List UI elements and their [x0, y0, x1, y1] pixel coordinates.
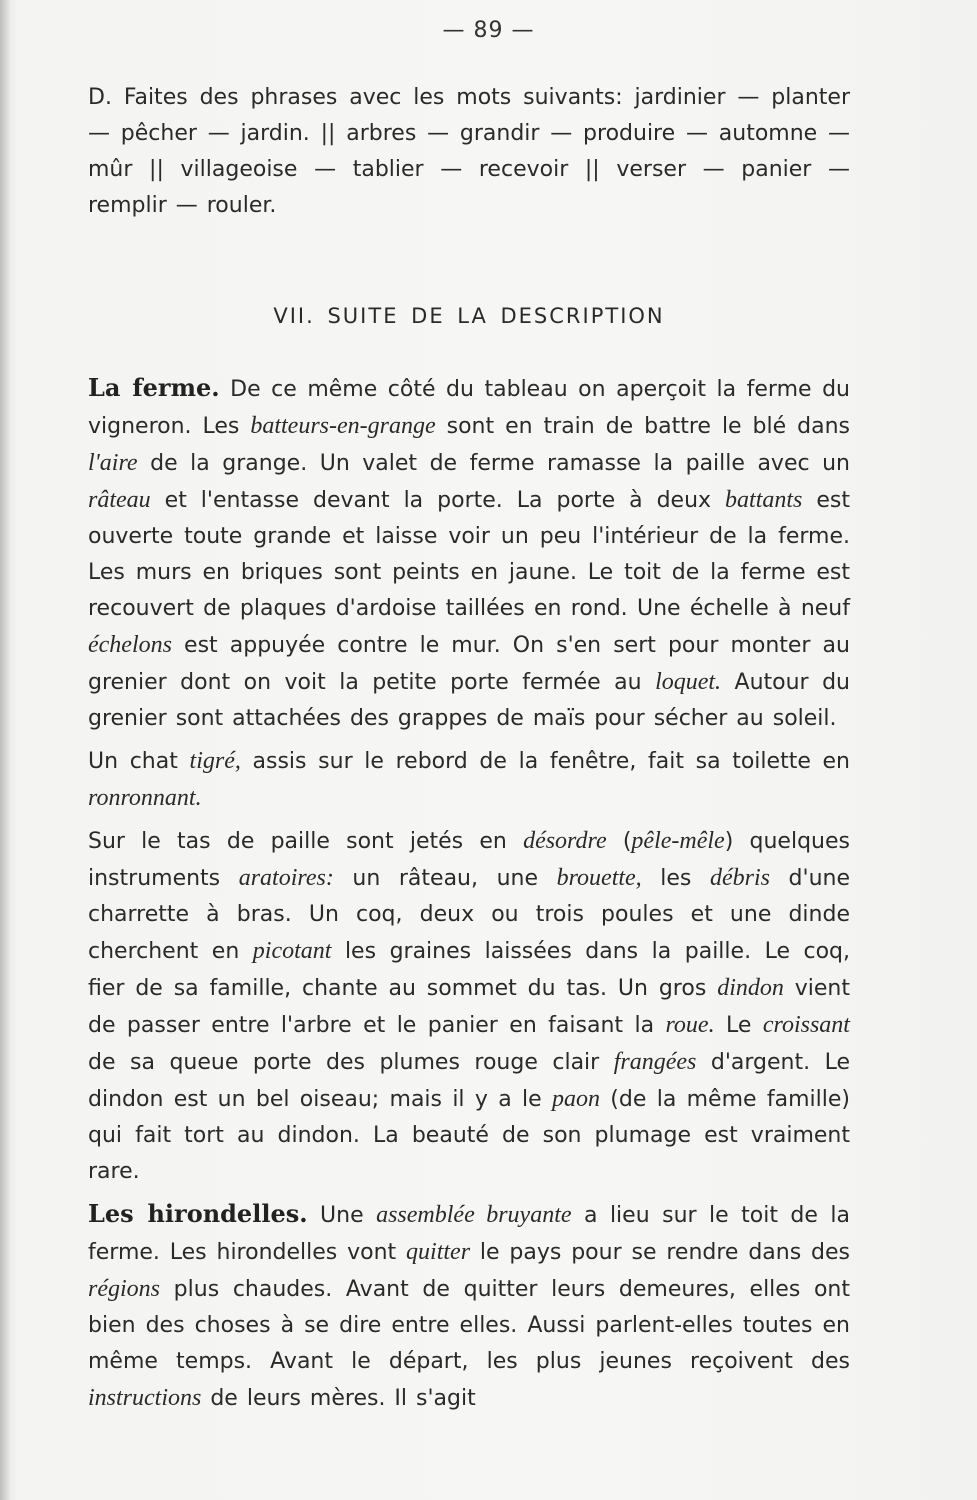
- italic-term: roue.: [665, 1012, 715, 1038]
- text: de la grange. Un valet de ferme ramasse la paille avec un: [137, 451, 850, 476]
- paragraph-hirondelles: [88, 1196, 850, 1417]
- italic-term: frangées: [613, 1049, 697, 1075]
- exercise-paragraph: D. Faites des phrases avec les mots suivants: jardinier — planter — pêcher — jardin. || arbres — grandir — produire — automne — mûr || villageoise — tablier — recevoir || verser — panier — remplir — rouler.: [88, 85, 850, 218]
- text: un râteau, une: [333, 866, 557, 891]
- italic-term: quitter: [406, 1239, 471, 1265]
- italic-term: tigré,: [189, 748, 241, 774]
- text: (: [606, 829, 632, 854]
- paragraph-ferme: [88, 370, 850, 737]
- italic-term: ronronnant.: [88, 785, 202, 811]
- text: ) quelques instruments: [88, 829, 850, 891]
- text: sont en train de battre le blé dans: [435, 414, 850, 439]
- page-binding-shadow: [0, 0, 10, 1500]
- text: est appuyée contre le mur. On s'en sert pour monter au grenier dont on voit la petite porte fermée au: [88, 633, 850, 695]
- text: Un chat: [88, 749, 190, 774]
- text: Sur le tas de paille sont jetés en: [88, 829, 524, 854]
- text: plus chaudes. Avant de quitter leurs demeures, elles ont bien des choses à se dire entre elles. Aussi parlent-elles toutes en même temps. Avant le départ, les plus jeunes reçoivent des: [88, 1277, 850, 1374]
- italic-term: désordre: [523, 828, 607, 854]
- italic-term: brouette,: [556, 865, 642, 891]
- paragraph-tas: [88, 823, 850, 1190]
- text: le pays pour se rendre dans des: [470, 1240, 850, 1265]
- italic-term: aratoires:: [238, 865, 334, 891]
- italic-term: batteurs-en-grange: [250, 413, 436, 439]
- text: De ce même côté du tableau on aperçoit la ferme du vigneron. Les: [88, 377, 850, 439]
- italic-term: débris: [709, 865, 770, 891]
- text: les graines laissées dans la paille. Le coq, fier de sa famille, chante au sommet du tas. Un gros: [88, 939, 850, 1001]
- italic-term: loquet.: [655, 669, 722, 695]
- text: (de la même famille) qui fait tort au dindon. La beauté de son plumage est vraiment rare.: [88, 1087, 850, 1184]
- italic-term: picotant: [252, 938, 332, 964]
- text: assis sur le rebord de la fenêtre, fait sa toilette en: [240, 749, 850, 774]
- italic-term: régions: [88, 1276, 160, 1302]
- italic-term: battants: [725, 487, 803, 513]
- text: et l'entasse devant la porte. La porte à deux: [150, 488, 726, 513]
- paragraph-chat: [88, 743, 850, 817]
- italic-term: instructions: [88, 1385, 202, 1411]
- page-content: [88, 80, 850, 1423]
- italic-term: croissant: [762, 1012, 850, 1038]
- italic-term: échelons: [88, 632, 172, 658]
- text: Autour du grenier sont attachées des grappes de maïs pour sécher au soleil.: [88, 670, 850, 731]
- italic-term: assemblée bruyante: [376, 1202, 572, 1228]
- lead-ferme: La ferme.: [88, 373, 220, 402]
- lead-hirondelles: Les hirondelles.: [88, 1199, 308, 1228]
- italic-term: pêle-mêle: [631, 828, 725, 854]
- text: de sa queue porte des plumes rouge clair: [88, 1050, 614, 1075]
- page-number: — 89 —: [442, 18, 535, 43]
- italic-term: paon: [551, 1086, 600, 1112]
- text: vient de passer entre l'arbre et le panier en faisant la: [88, 976, 850, 1038]
- text: a lieu sur le toit de la ferme. Les hirondelles vont: [88, 1203, 850, 1265]
- italic-term: dindon: [717, 975, 784, 1001]
- text: d'une charrette à bras. Un coq, deux ou trois poules et une dinde cherchent en: [88, 866, 850, 964]
- text: d'argent. Le dindon est un bel oiseau; mais il y a le: [88, 1050, 850, 1112]
- text: les: [641, 866, 710, 891]
- italic-term: râteau: [88, 487, 151, 513]
- italic-term: l'aire: [88, 450, 138, 476]
- section-title: VII. SUITE DE LA DESCRIPTION: [273, 304, 665, 328]
- text: Une: [307, 1203, 377, 1228]
- text: est ouverte toute grande et laisse voir un peu l'intérieur de la ferme. Les murs en briques sont peints en jaune. Le toit de la ferme est recouvert de plaques d'ardoise taillées en rond. Une échelle à neuf: [88, 488, 850, 621]
- text: de leurs mères. Il s'agit: [201, 1386, 476, 1411]
- text: Le: [714, 1013, 763, 1038]
